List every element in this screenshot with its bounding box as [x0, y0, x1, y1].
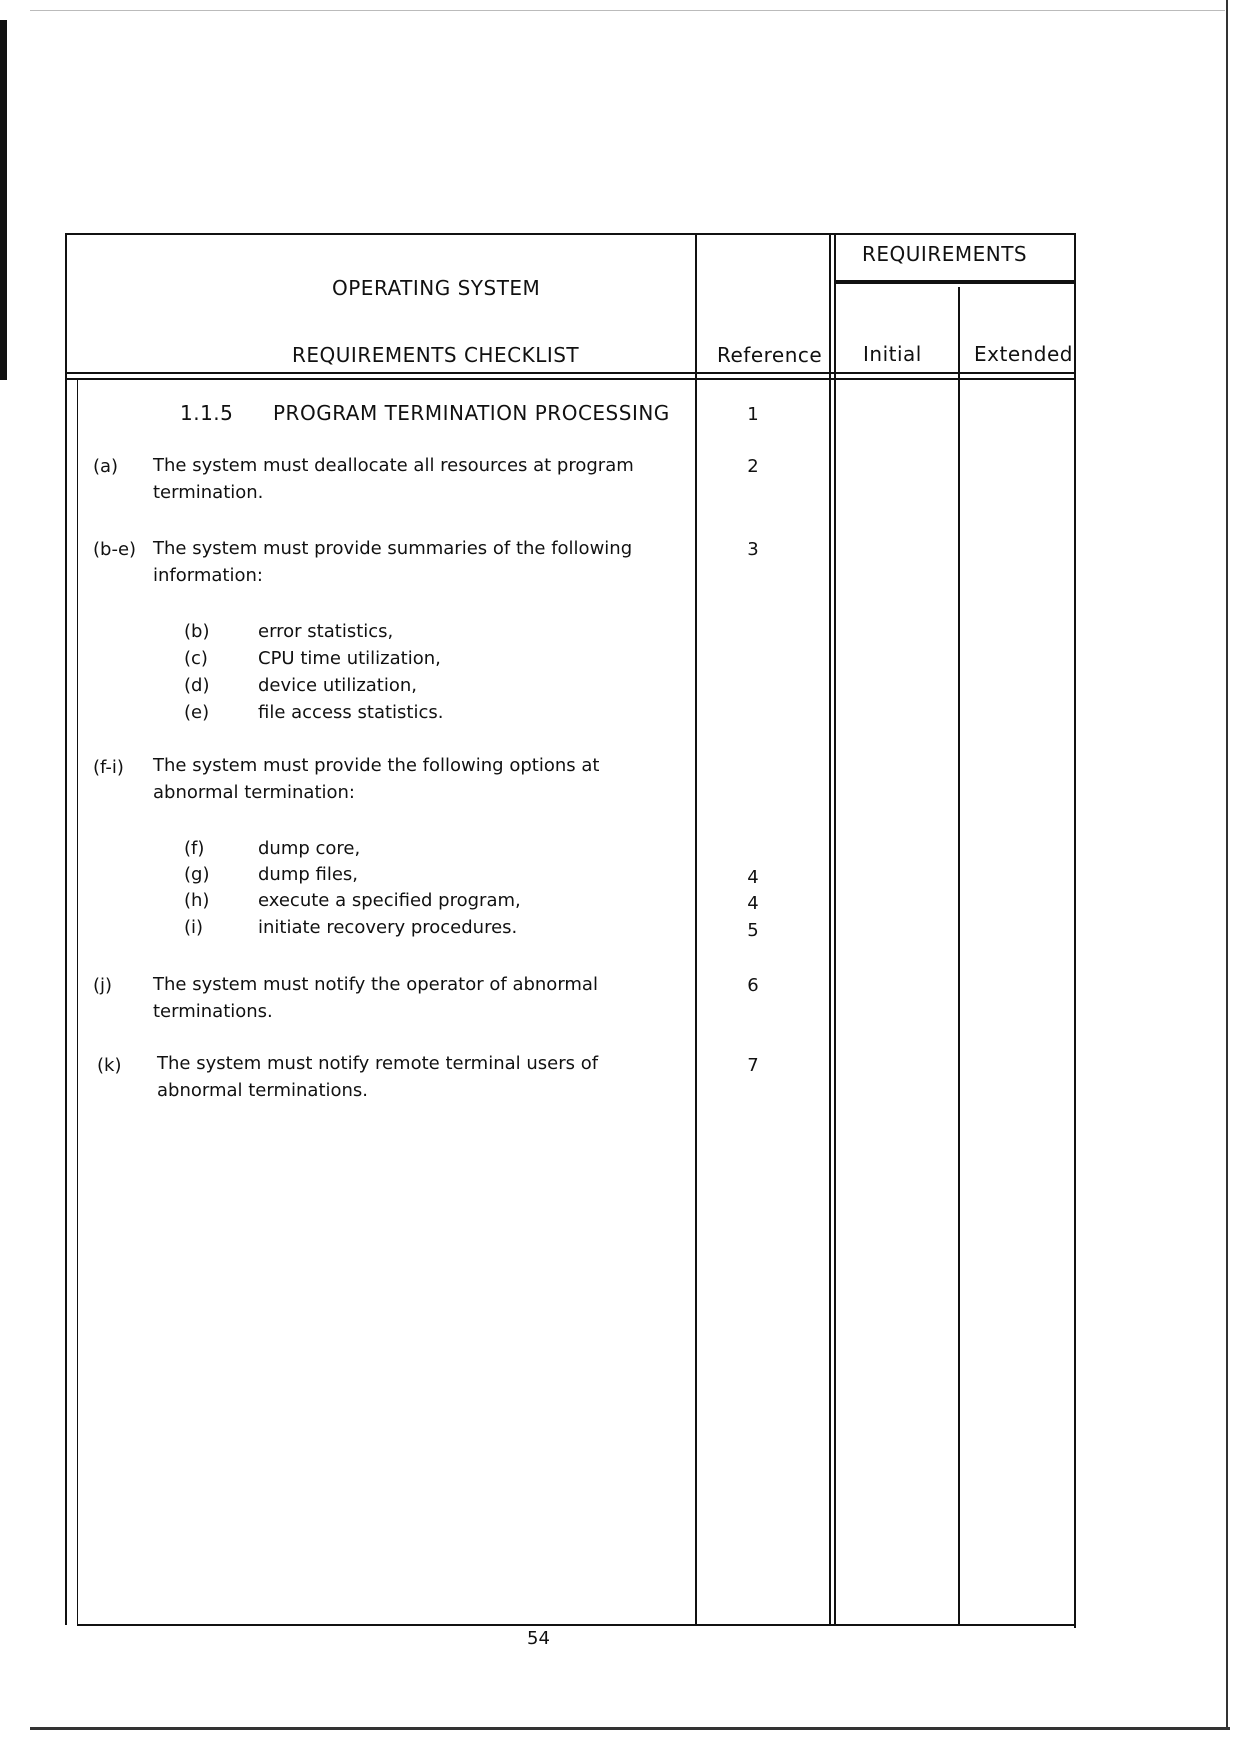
- item-ref: 7: [747, 1055, 759, 1076]
- section-number: 1.1.5: [180, 401, 234, 425]
- subitem-label: (g): [184, 864, 210, 885]
- requirements-underline: [836, 280, 1074, 284]
- header-rule-2: [65, 378, 1076, 380]
- item-text: The system must provide the following options at abnormal termination:: [153, 755, 600, 803]
- item-text: The system must notify remote terminal users of abnormal terminations.: [157, 1053, 599, 1101]
- header-rule-1: [65, 372, 1076, 374]
- item-ref: 3: [747, 539, 759, 560]
- table-inner-left: [77, 378, 78, 1625]
- col-sep-reference: [695, 233, 697, 1626]
- table-title-line1: OPERATING SYSTEM: [332, 276, 541, 300]
- subitem-ref: 5: [747, 920, 759, 941]
- subitem-text: error statistics,: [258, 621, 394, 642]
- extended-header: Extended: [974, 342, 1073, 366]
- subitem-label: (f): [184, 838, 205, 859]
- item-ref: 2: [747, 456, 759, 477]
- col-sep-initial-extended: [958, 287, 960, 1626]
- item-label: (b-e): [93, 539, 137, 560]
- table-border-right: [1074, 233, 1076, 1628]
- subitem-label: (i): [184, 917, 204, 938]
- table-title-line2: REQUIREMENTS CHECKLIST: [292, 343, 580, 367]
- subitem-text: execute a specified program,: [258, 890, 521, 911]
- subitem-text: dump core,: [258, 838, 361, 859]
- item-label: (a): [93, 456, 119, 477]
- col-sep-requirements-a: [829, 233, 831, 1626]
- item-label: (f-i): [93, 757, 124, 778]
- page-number: 54: [527, 1628, 550, 1649]
- requirements-header: REQUIREMENTS: [862, 242, 1028, 266]
- section-title: PROGRAM TERMINATION PROCESSING: [273, 401, 670, 425]
- subitem-ref: 4: [747, 893, 759, 914]
- table-border-bottom: [77, 1624, 1076, 1626]
- subitem-label: (c): [184, 648, 208, 669]
- subitem-text: CPU time utilization,: [258, 648, 441, 669]
- section-ref: 1: [747, 404, 759, 425]
- item-label: (k): [97, 1055, 122, 1076]
- item-label: (j): [93, 975, 113, 996]
- subitem-text: initiate recovery procedures.: [258, 917, 518, 938]
- col-sep-requirements-b: [834, 233, 836, 1626]
- item-text: The system must notify the operator of abnormal terminations.: [153, 974, 598, 1022]
- initial-header: Initial: [863, 342, 922, 366]
- subitem-label: (h): [184, 890, 210, 911]
- table-border-top: [65, 233, 1075, 235]
- subitem-label: (b): [184, 621, 210, 642]
- subitem-label: (e): [184, 702, 210, 723]
- subitem-text: dump files,: [258, 864, 359, 885]
- subitem-label: (d): [184, 675, 210, 696]
- subitem-ref: 4: [747, 867, 759, 888]
- item-text: The system must deallocate all resources at program termination.: [153, 455, 634, 503]
- table-border-left: [65, 233, 67, 1625]
- item-ref: 6: [747, 975, 759, 996]
- item-text: The system must provide summaries of the following information:: [153, 538, 633, 586]
- subitem-text: file access statistics.: [258, 702, 444, 723]
- reference-header: Reference: [717, 343, 823, 367]
- subitem-text: device utilization,: [258, 675, 417, 696]
